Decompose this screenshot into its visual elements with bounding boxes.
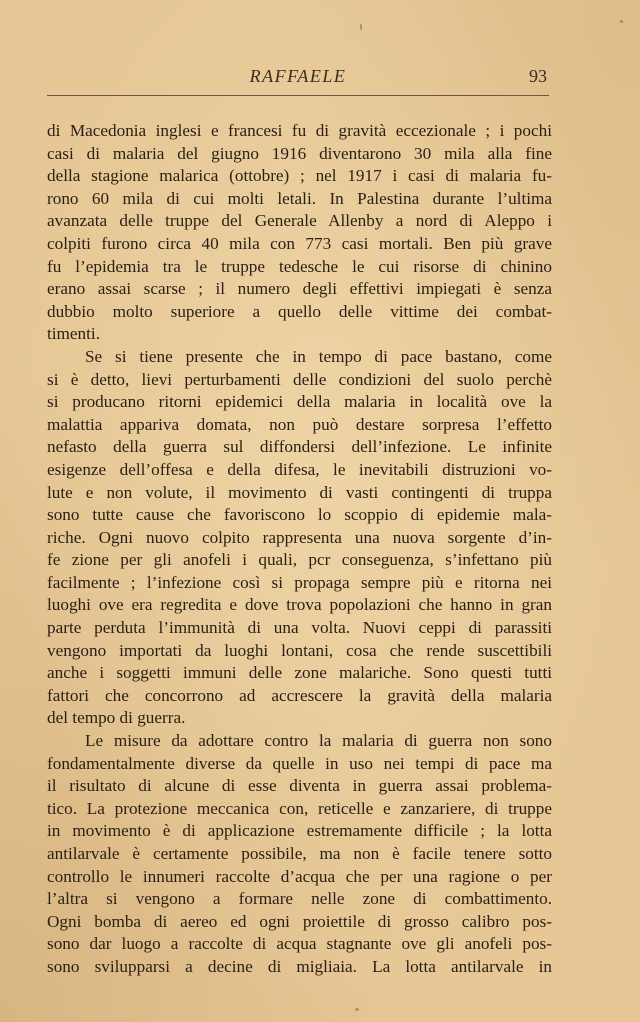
paragraph: [47, 730, 552, 979]
text-line: lute e non volute, il movimento di vasti contingenti di truppa: [47, 482, 552, 502]
text-line: dubbio molto superiore a quello delle vittime dei combat-: [47, 301, 552, 321]
text-line: fattori che concorrono ad accrescere la gravità della malaria: [47, 685, 552, 705]
paper-spot: [620, 20, 623, 23]
text-line: sono svilupparsi a decine di migliaia. La lotta antilarvale in: [47, 956, 552, 976]
text-line: nefasto della guerra sul diffondersi dell’infezione. Le infinite: [47, 437, 552, 457]
text-line: avanzata delle truppe del Generale Allenby a nord di Aleppo i: [47, 211, 552, 231]
paper-spot: [355, 1008, 359, 1011]
text-line: sono tutte cause che favoriscono lo scoppio di epidemie mala-: [47, 505, 552, 525]
header-rule: [47, 95, 549, 96]
text-line: Ogni bomba di aereo ed ogni proiettile di grosso calibro pos-: [47, 911, 552, 931]
text-line: facilmente ; l’infezione così si propaga sempre più e ritorna nei: [47, 572, 552, 592]
text-line: tico. La protezione meccanica con, reticelle e zanzariere, di truppe: [47, 798, 552, 818]
text-line: erano assai scarse ; il numero degli effettivi impiegati è senza: [47, 279, 552, 299]
text-line: controllo le innumeri raccolte d’acqua che per una ragione o per: [47, 866, 552, 886]
text-line: del tempo di guerra.: [47, 708, 186, 728]
text-line: fe zione per gli anofeli i quali, pcr conseguenza, s’infettano più: [47, 550, 552, 570]
text-line: il risultato di alcune di esse diventa in guerra assai problema-: [47, 776, 552, 796]
text-line: antilarvale è certamente possibile, ma non è facile tenere sotto: [47, 844, 552, 863]
text-line: si producano ritorni epidemici della malaria in località ove la: [47, 392, 552, 412]
text-line: parte perduta l’immunità di una volta. Nuovi ceppi di parassiti: [47, 618, 552, 638]
text-line: l’altra si vengono a formare nelle zone di combattimento.: [47, 889, 552, 909]
text-line: si è detto, lievi perturbamenti delle condizioni del suolo perchè: [47, 369, 552, 389]
text-line: sono dar luogo a raccolte di acqua stagnante ove gli anofeli pos-: [47, 934, 552, 954]
text-line: Le misure da adottare contro la malaria di guerra non sono: [85, 731, 552, 751]
paragraph: [47, 346, 552, 730]
text-line: esigenze dell’offesa e della difesa, le inevitabili distruzioni vo-: [47, 459, 552, 479]
text-line: fondamentalmente diverse da quelle in uso nei tempi di pace ma: [47, 753, 552, 773]
paragraph: [47, 120, 552, 346]
text-line: timenti.: [47, 324, 100, 344]
text-line: di Macedonia inglesi e francesi fu di gravità eccezionale ; i pochi: [47, 121, 552, 140]
text-line: vengono importati da luoghi lontani, cosa che rende suscettibili: [47, 640, 552, 660]
page-number: 93: [529, 66, 547, 86]
text-line: colpiti furono circa 40 mila con 773 casi mortali. Ben più grave: [47, 233, 552, 253]
body-text: [47, 120, 552, 979]
text-line: riche. Ogni nuovo colpito rappresenta una nuova sorgente d’in-: [47, 527, 552, 547]
running-title: RAFFAELE: [249, 66, 347, 86]
paper-spot: [360, 24, 362, 30]
text-line: luoghi ove era regredita e dove trova popolazioni che hanno in gran: [47, 595, 552, 615]
running-header: [47, 66, 549, 92]
text-line: anche i soggetti immuni delle zone malariche. Sono questi tutti: [47, 663, 552, 683]
text-line: fu l’epidemia tra le truppe tedesche le cui risorse di chinino: [47, 256, 552, 276]
text-line: malattia appariva domata, non può destare sorpresa l’effetto: [47, 414, 552, 434]
text-line: Se si tiene presente che in tempo di pace bastano, come: [85, 346, 552, 366]
text-line: in movimento è di applicazione estremamente difficile ; la lotta: [47, 821, 552, 841]
text-line: della stagione malarica (ottobre) ; nel 1917 i casi di malaria fu-: [47, 166, 552, 186]
text-line: casi di malaria del giugno 1916 diventarono 30 mila alla fine: [47, 143, 552, 163]
text-line: rono 60 mila di cui molti letali. In Palestina durante l’ultima: [47, 188, 552, 208]
